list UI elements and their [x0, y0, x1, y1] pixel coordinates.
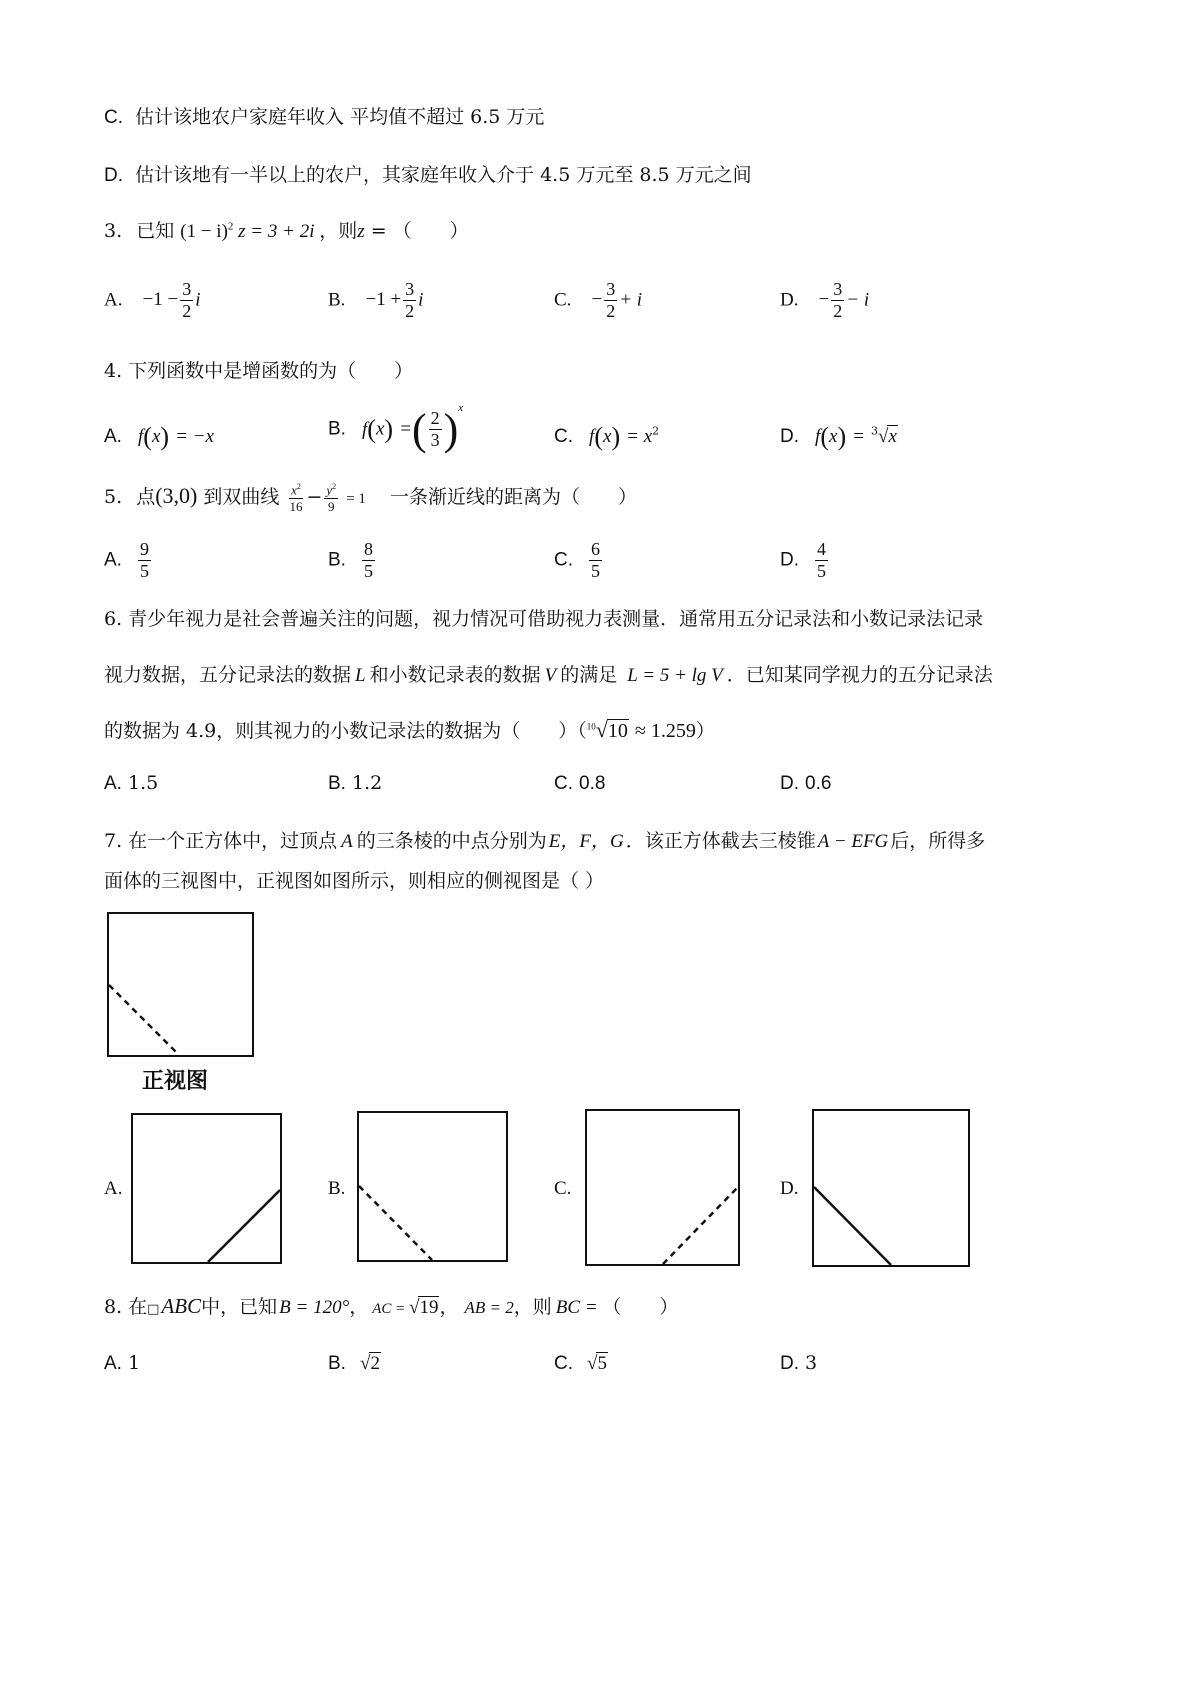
fraction: $\frac{3}{2}$ [606, 279, 616, 321]
q6-option-c[interactable] [554, 772, 605, 795]
q5-option-c[interactable] [554, 540, 604, 581]
option-expr: − [591, 289, 603, 311]
variable: ABC [161, 1294, 202, 1318]
stem-text: 后，所得多 [890, 830, 986, 852]
option-label: C. [554, 426, 573, 447]
option-expr: f [138, 426, 144, 447]
q7-line-1 [104, 826, 985, 853]
q7-line-2: 面体的三视图中，正视图如图所示，则相应的侧视图是（ ） [104, 870, 605, 892]
fraction: $\frac{3}{2}$ [833, 279, 843, 321]
option-label: C. [554, 773, 573, 794]
variable: A − EFG [817, 831, 889, 852]
variable: V [544, 665, 557, 686]
stem-text: 的数据为 4.9，则其视力的小数记录法的数据为（ ）（ [104, 720, 587, 742]
fraction: $\frac{3}{2}$ [405, 279, 415, 321]
q7-option-d-label[interactable]: D. [780, 1178, 799, 1199]
option-label: C. [554, 549, 573, 571]
option-value: 0.6 [805, 773, 832, 794]
option-text: 估计该地农户家庭年收入 平均值不超过 6.5 万元 [135, 106, 545, 128]
fraction: $\frac{3}{2}$ [182, 279, 192, 321]
stem-text: 8. 在 [104, 1296, 148, 1318]
option-expr: i [195, 289, 201, 311]
question-number: 5. [104, 486, 123, 508]
equation-part: B = 120° [279, 1297, 350, 1318]
q4-option-a[interactable]: A. f(x) = −x [104, 422, 214, 451]
fraction: $\frac{x^2}{16}$ [289, 481, 303, 514]
option-expr: − [818, 289, 830, 311]
q7-option-a-label[interactable]: A. [104, 1178, 123, 1199]
option-value: 0.8 [579, 773, 606, 794]
stem-text: ） [695, 720, 715, 742]
q4-option-b[interactable]: B. f(x) =( $\frac{2}{3}$ )$^x$ [328, 402, 464, 454]
stem-text: 到双曲线 [203, 486, 280, 508]
q3-option-c[interactable] [554, 280, 642, 321]
stem-text: 已知 [136, 220, 175, 242]
formula: L = 5 + lg V [627, 665, 723, 686]
stem-text: ．该正方体截去三棱锥 [625, 830, 816, 852]
option-value: 1.2 [352, 772, 383, 794]
option-label: D. [780, 549, 799, 571]
q4-option-c[interactable]: C. $f(x) = x^2$ [554, 422, 660, 451]
equation-part: AB = 2 [464, 1298, 514, 1317]
option-label: A. [104, 289, 123, 311]
q3-stem [104, 216, 469, 243]
option-label: B. [328, 289, 346, 311]
option-label: D. [780, 426, 799, 447]
option-expr: = [852, 426, 865, 447]
triangle-symbol: □ [147, 1302, 160, 1317]
fraction: $\frac{2}{3}$ [430, 408, 440, 450]
variable: z [357, 221, 365, 242]
option-expr: − i [846, 289, 870, 311]
stem-text: ， [349, 1296, 369, 1318]
fraction: $\frac{8}{5}$ [364, 539, 373, 581]
option-label: B. [328, 773, 346, 794]
question-number: 3. [104, 220, 123, 242]
q6-line-2 [104, 660, 993, 687]
q2-option-c [104, 102, 544, 129]
sqrt-value: √5 [587, 1353, 607, 1374]
root-expression: $^{10}$√10 [586, 717, 628, 742]
q4-option-d[interactable]: D. f(x) = $^3$√x [780, 422, 897, 451]
variable: E，F，G [548, 831, 624, 852]
option-value: 1.5 [128, 772, 159, 794]
option-c-dashed-line [585, 1109, 740, 1266]
q2-option-d [104, 160, 752, 187]
front-view-dashed-line [107, 912, 254, 1057]
q5-option-b[interactable] [328, 540, 377, 581]
equation-part: = 1 [346, 491, 366, 507]
option-label: A. [104, 426, 122, 447]
option-label: C. [554, 1353, 573, 1374]
equation-part: BC = [555, 1297, 603, 1318]
option-b-dashed-line [357, 1111, 508, 1262]
q7-option-b-label[interactable]: B. [328, 1178, 346, 1199]
q6-option-a[interactable] [104, 772, 158, 795]
q8-option-d[interactable] [780, 1352, 817, 1375]
q5-stem: 5. 点(3,0) 到双曲线 $\frac{x^2}{16}$ − $\frac{y^2}{9}$ = 1 一条渐近线的距离为（ ） [104, 481, 637, 514]
q6-line-1: 6. 青少年视力是社会普遍关注的问题，视力情况可借助视力表测量．通常用五分记录法和小数记录法记录 [104, 608, 984, 630]
q4-stem: 4. 下列函数中是增函数的为（ ） [104, 360, 414, 382]
stem-text: 点 [136, 486, 156, 508]
approx-value: ≈ 1.259 [634, 720, 696, 742]
option-label: A. [104, 549, 122, 571]
option-label: C. [554, 289, 572, 311]
stem-text: 一条渐近线的距离为（ ） [389, 486, 637, 508]
option-expr: −1 + [365, 289, 402, 311]
q6-option-b[interactable] [328, 772, 382, 795]
stem-text: 中，已知 [201, 1296, 278, 1318]
exponent: x [458, 402, 464, 414]
option-label: D. [780, 289, 799, 311]
fraction: $\frac{4}{5}$ [817, 539, 827, 581]
cube-root: $^3$√x [871, 424, 897, 447]
q8-stem [104, 1292, 678, 1319]
option-expr: x [375, 418, 385, 440]
q6-option-d[interactable] [780, 772, 831, 795]
option-expr: x [829, 426, 838, 447]
fraction: $\frac{y^2}{9}$ [326, 481, 337, 514]
option-label: C. [104, 107, 123, 128]
equation [180, 221, 319, 242]
option-label: A. [104, 1353, 122, 1374]
option-expr: f [815, 426, 821, 447]
stem-text: ，则 [319, 220, 358, 242]
q5-option-a[interactable] [104, 540, 153, 581]
option-expr: = −x [175, 426, 214, 447]
variable: A [341, 831, 353, 852]
option-value: 3 [805, 1352, 818, 1374]
option-label: B. [328, 1353, 346, 1374]
equation-part: (1 − i) [180, 221, 228, 242]
option-value: 1 [128, 1352, 141, 1374]
fraction: $\frac{6}{5}$ [591, 539, 601, 581]
option-expr: x [603, 426, 612, 447]
option-label: B. [328, 549, 346, 571]
option-label: B. [328, 418, 346, 440]
stem-text: = （ ） [364, 220, 469, 242]
stem-text: 和小数记录表的数据 [369, 664, 541, 686]
q7-option-c-label[interactable]: C. [554, 1178, 572, 1199]
q3-option-d[interactable] [780, 280, 869, 321]
option-a-solid-line [131, 1113, 282, 1264]
option-label: A. [104, 773, 122, 794]
stem-text: （ ） [602, 1296, 679, 1318]
stem-text: ， [439, 1296, 459, 1318]
option-expr: −1 − [142, 289, 179, 311]
equation-part: AC = [372, 1301, 409, 1317]
option-label: D. [104, 165, 123, 186]
option-expr: = x [626, 426, 653, 447]
q8-option-a[interactable] [104, 1352, 140, 1375]
sqrt-19: √19 [409, 1297, 439, 1318]
q5-option-d[interactable] [780, 540, 830, 581]
stem-text: ，则 [513, 1296, 552, 1318]
stem-text: 视力数据，五分记录法的数据 [104, 664, 352, 686]
option-label: D. [780, 1353, 799, 1374]
fraction: $\frac{9}{5}$ [140, 539, 149, 581]
q3-option-b[interactable] [328, 280, 423, 321]
q8-option-c[interactable] [554, 1352, 608, 1375]
stem-text: 的满足 [560, 664, 618, 686]
stem-text: 的三条棱的中点分别为 [356, 830, 547, 852]
equation-part: z = 3 + 2i [238, 221, 315, 242]
point: (3,0) [155, 483, 198, 508]
q8-option-b[interactable] [328, 1352, 381, 1375]
option-d-solid-line [812, 1109, 970, 1267]
option-expr: = [399, 418, 412, 440]
front-view-caption: 正视图 [142, 1068, 209, 1094]
stem-text: 7. 在一个正方体中，过顶点 [104, 830, 338, 852]
option-expr: f [589, 426, 595, 447]
variable: L [355, 665, 366, 686]
stem-text: ．已知某同学视力的五分记录法 [726, 664, 993, 686]
option-expr: f [362, 418, 368, 440]
option-expr: i [418, 289, 424, 311]
q3-option-a[interactable] [104, 280, 201, 321]
q6-line-3 [104, 716, 715, 743]
sqrt-value: √2 [360, 1353, 380, 1374]
option-text: 估计该地有一半以上的农户，其家庭年收入介于 4.5 万元至 8.5 万元之间 [135, 164, 752, 186]
exponent: 2 [227, 220, 234, 233]
option-label: D. [780, 773, 799, 794]
exponent: 2 [652, 424, 660, 438]
option-expr: x [151, 426, 161, 447]
option-expr: + i [619, 289, 643, 311]
